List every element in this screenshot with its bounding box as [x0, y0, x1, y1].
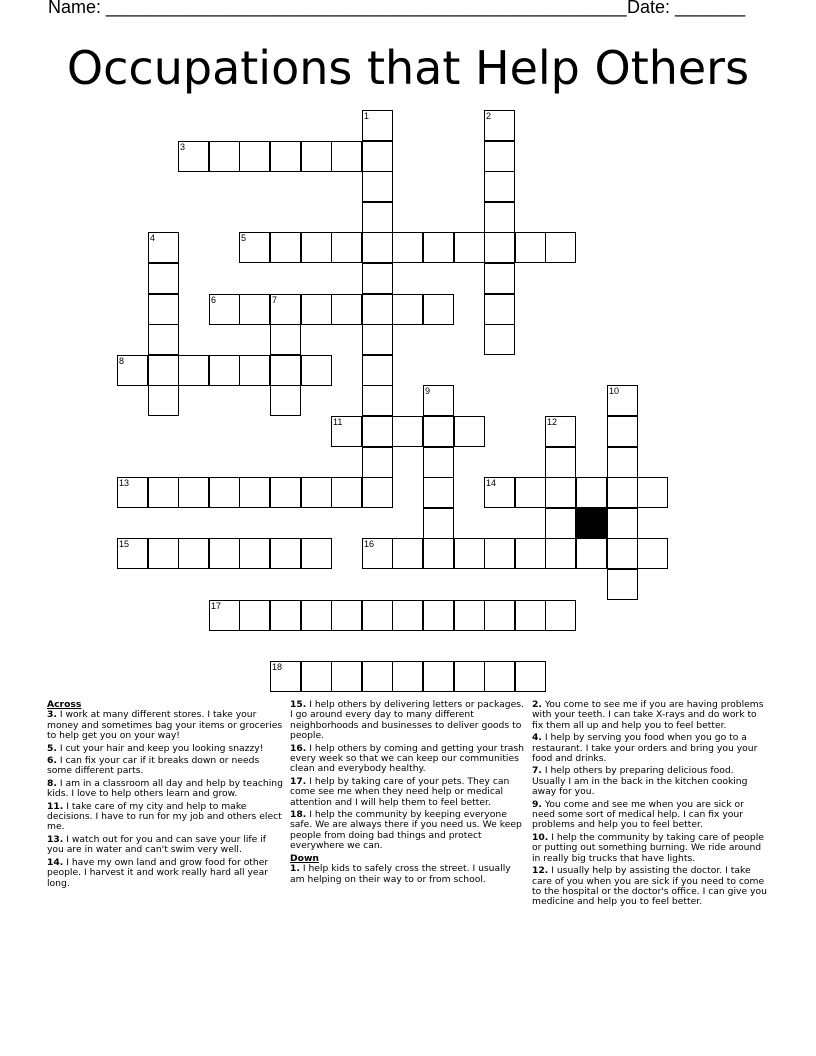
cell-number: 7 [272, 295, 278, 305]
cell-number: 8 [119, 356, 125, 366]
cell-number: 15 [119, 539, 130, 549]
cell-number: 17 [211, 601, 222, 611]
cell-number: 1 [364, 111, 370, 121]
across-clue-14 [47, 858, 283, 889]
clue-text: I help by serving you food when you go to a restaurant. I take your orders and bring you your food and drinks. [532, 732, 758, 765]
grid-cell[interactable] [362, 661, 393, 692]
grid-cell[interactable] [362, 294, 393, 325]
cell-number: 11 [333, 417, 343, 427]
grid-cell[interactable] [209, 477, 240, 508]
black-cell [576, 508, 607, 539]
cell-number: 2 [486, 111, 492, 121]
grid-cell[interactable] [515, 538, 546, 569]
clue-number: 1. [290, 863, 300, 875]
clue-number: 15. [290, 699, 307, 710]
grid-cell[interactable] [362, 324, 393, 355]
grid-cell[interactable] [148, 232, 179, 263]
grid-cell[interactable] [331, 232, 362, 263]
grid-cell[interactable] [209, 355, 240, 386]
grid-cell[interactable] [239, 477, 270, 508]
clue-text: I help kids to safely cross the street. I usually am helping on their way to or from school. [290, 863, 511, 885]
across-heading: Across [47, 699, 82, 710]
grid-cell[interactable] [423, 416, 454, 447]
grid-cell[interactable] [484, 232, 515, 263]
grid-cell[interactable] [331, 661, 362, 692]
grid-cell[interactable] [454, 416, 485, 447]
grid-cell[interactable] [117, 477, 148, 508]
grid-cell[interactable] [209, 538, 240, 569]
grid-cell[interactable] [423, 661, 454, 692]
across-clue-15 [290, 700, 526, 742]
grid-cell[interactable] [362, 110, 393, 141]
clue-text: I help others by preparing delicious food. Usually I am in the back in the kitchen cooking away for you. [532, 765, 748, 798]
grid-cell[interactable] [484, 263, 515, 294]
grid-cell[interactable] [239, 232, 270, 263]
grid-cell[interactable] [423, 447, 454, 478]
grid-cell[interactable] [301, 600, 332, 631]
grid-cell[interactable] [362, 385, 393, 416]
grid-cell[interactable] [545, 600, 576, 631]
cell-number: 10 [609, 386, 620, 396]
grid-cell[interactable] [545, 416, 576, 447]
grid-cell[interactable] [484, 110, 515, 141]
clue-number: 2. [532, 699, 542, 710]
across-clue-17 [290, 777, 526, 808]
grid-cell[interactable] [117, 538, 148, 569]
clue-column-3 [532, 700, 768, 910]
clue-number: 13. [47, 833, 64, 845]
grid-cell[interactable] [178, 477, 209, 508]
grid-cell[interactable] [148, 263, 179, 294]
grid-cell[interactable] [209, 141, 240, 172]
clue-text: I can fix your car if it breaks down or needs some different parts. [47, 755, 260, 777]
grid-cell[interactable] [301, 232, 332, 263]
cell-number: 13 [119, 478, 130, 488]
grid-cell[interactable] [331, 600, 362, 631]
worksheet-title: Occupations that Help Others [66, 41, 750, 95]
down-clue-7 [532, 766, 768, 797]
grid-cell[interactable] [301, 477, 332, 508]
grid-cell[interactable] [301, 355, 332, 386]
cell-number: 3 [180, 142, 186, 152]
grid-cell[interactable] [362, 600, 393, 631]
clue-text: I help by taking care of your pets. They can come see me when they need help or medical attention and I will help them to feel better. [290, 775, 510, 808]
grid-cell[interactable] [423, 508, 454, 539]
grid-cell[interactable] [576, 477, 607, 508]
grid-cell[interactable] [239, 600, 270, 631]
grid-cell[interactable] [545, 477, 576, 508]
cell-number: 9 [425, 386, 431, 396]
grid-cell[interactable] [607, 385, 638, 416]
clue-column-1 [47, 700, 283, 891]
grid-cell[interactable] [392, 232, 423, 263]
down-clue-2 [532, 700, 768, 731]
grid-cell[interactable] [270, 294, 301, 325]
grid-cell[interactable] [331, 477, 362, 508]
grid-cell[interactable] [331, 141, 362, 172]
grid-cell[interactable] [392, 538, 423, 569]
grid-cell[interactable] [545, 538, 576, 569]
cell-number: 14 [486, 478, 497, 488]
grid-cell[interactable] [178, 538, 209, 569]
grid-cell[interactable] [454, 661, 485, 692]
across-clue-13 [47, 835, 283, 856]
grid-cell[interactable] [484, 661, 515, 692]
clue-column-2 [290, 700, 526, 887]
cell-number: 18 [272, 662, 283, 672]
grid-cell[interactable] [270, 232, 301, 263]
clue-number: 6. [47, 755, 57, 767]
clue-text: I watch out for you and can save your life if you are in water and can't swim very well. [47, 833, 267, 856]
clue-text: I cut your hair and keep you looking snazzy! [59, 742, 264, 754]
grid-cell[interactable] [270, 355, 301, 386]
grid-cell[interactable] [607, 538, 638, 569]
grid-cell[interactable] [148, 324, 179, 355]
grid-cell[interactable] [392, 600, 423, 631]
clue-text: I work at many different stores. I take your money and sometimes bag your items or groceries to help get you on your way! [47, 709, 283, 742]
down-heading: Down [290, 852, 319, 864]
grid-cell[interactable] [484, 171, 515, 202]
grid-cell[interactable] [270, 661, 301, 692]
clue-number: 4. [532, 732, 542, 744]
down-clue-12 [532, 866, 768, 908]
grid-cell[interactable] [423, 538, 454, 569]
grid-cell[interactable] [301, 141, 332, 172]
across-clue-6 [47, 756, 283, 777]
grid-cell[interactable] [178, 141, 209, 172]
grid-cell[interactable] [209, 600, 240, 631]
date-field-label: Date: _______ [627, 0, 746, 17]
grid-cell[interactable] [362, 447, 393, 478]
clue-number: 17. [290, 775, 307, 787]
grid-cell[interactable] [148, 385, 179, 416]
name-field-label: Name: ____________________________________________________ [48, 0, 627, 17]
grid-cell[interactable] [270, 600, 301, 631]
grid-cell[interactable] [454, 538, 485, 569]
grid-cell[interactable] [362, 416, 393, 447]
grid-cell[interactable] [515, 600, 546, 631]
grid-cell[interactable] [637, 477, 668, 508]
grid-cell[interactable] [392, 416, 423, 447]
grid-cell[interactable] [484, 202, 515, 233]
grid-cell[interactable] [362, 355, 393, 386]
grid-cell[interactable] [484, 600, 515, 631]
grid-cell[interactable] [515, 661, 546, 692]
grid-cell[interactable] [362, 477, 393, 508]
clue-text: I take care of my city and help to make decisions. I have to run for my job and others elect me. [47, 800, 282, 833]
grid-cell[interactable] [270, 538, 301, 569]
grid-cell[interactable] [148, 538, 179, 569]
clue-text: I help others by coming and getting your trash every week so that we can keep our communities clean and everybody healthy. [290, 742, 524, 775]
grid-cell[interactable] [484, 141, 515, 172]
grid-cell[interactable] [362, 263, 393, 294]
clue-text: I help the community by taking care of people or putting out something burning. We ride around in really big trucks that have lights. [532, 831, 764, 864]
clue-number: 12. [532, 865, 549, 877]
grid-cell[interactable] [239, 294, 270, 325]
grid-cell[interactable] [545, 232, 576, 263]
grid-cell[interactable] [484, 477, 515, 508]
across-clue-11 [47, 802, 283, 833]
clue-text: I help others by delivering letters or packages. I go around every day to many different neighborhoods and businesses to deliver goods to people. [290, 699, 524, 742]
grid-cell[interactable] [454, 600, 485, 631]
grid-cell[interactable] [362, 232, 393, 263]
grid-cell[interactable] [392, 294, 423, 325]
grid-cell[interactable] [423, 600, 454, 631]
down-clue-9 [532, 800, 768, 831]
clue-text: I help the community by keeping everyone safe. We are always there if you need us. We keep people from doing bad things and protect everywhere we can. [290, 809, 522, 852]
grid-cell[interactable] [270, 324, 301, 355]
grid-cell[interactable] [239, 141, 270, 172]
grid-cell[interactable] [454, 232, 485, 263]
grid-cell[interactable] [301, 538, 332, 569]
grid-cell[interactable] [484, 324, 515, 355]
cell-number: 12 [547, 417, 558, 427]
grid-cell[interactable] [239, 538, 270, 569]
cell-number: 6 [211, 295, 217, 305]
across-clue-3 [47, 710, 283, 741]
grid-cell[interactable] [607, 477, 638, 508]
grid-cell[interactable] [270, 477, 301, 508]
grid-cell[interactable] [362, 141, 393, 172]
down-clue-10 [532, 833, 768, 864]
grid-cell[interactable] [178, 355, 209, 386]
grid-cell[interactable] [484, 294, 515, 325]
clue-number: 16. [290, 742, 307, 754]
grid-cell[interactable] [423, 477, 454, 508]
across-clue-5 [47, 744, 283, 754]
clue-text: You come to see me if you are having problems with your teeth. I can take X-rays and do work to fix them all up and help you to feel better. [532, 699, 764, 731]
clue-text: I have my own land and grow food for other people. I harvest it and work really hard all year long. [47, 856, 269, 889]
clue-number: 9. [532, 798, 542, 810]
clue-number: 14. [47, 856, 64, 868]
grid-cell[interactable] [117, 355, 148, 386]
grid-cell[interactable] [331, 416, 362, 447]
grid-cell[interactable] [423, 385, 454, 416]
grid-cell[interactable] [270, 385, 301, 416]
grid-cell[interactable] [362, 171, 393, 202]
grid-cell[interactable] [209, 294, 240, 325]
across-clue-8 [47, 779, 283, 800]
across-clue-16 [290, 744, 526, 775]
cell-number: 5 [241, 233, 247, 243]
cell-number: 4 [150, 233, 156, 243]
cell-number: 16 [364, 539, 375, 549]
clue-number: 8. [47, 777, 57, 789]
grid-cell[interactable] [392, 661, 423, 692]
grid-cell[interactable] [301, 294, 332, 325]
clue-number: 7. [532, 765, 542, 777]
clue-number: 18. [290, 809, 307, 821]
grid-cell[interactable] [484, 538, 515, 569]
clue-text: I usually help by assisting the doctor. I take care of you when you are sick if you need to come to the hospital or the doctor's office. I can give you medicine and help you to feel better. [532, 865, 767, 908]
down-clue-4 [532, 733, 768, 764]
clue-number: 5. [47, 742, 57, 754]
across-clue-18 [290, 810, 526, 852]
grid-cell[interactable] [148, 294, 179, 325]
grid-cell[interactable] [607, 569, 638, 600]
grid-cell[interactable] [362, 202, 393, 233]
grid-cell[interactable] [545, 508, 576, 539]
grid-cell[interactable] [331, 294, 362, 325]
grid-cell[interactable] [301, 661, 332, 692]
down-clue-1 [290, 864, 526, 885]
grid-cell[interactable] [148, 477, 179, 508]
grid-cell[interactable] [148, 355, 179, 386]
grid-cell[interactable] [607, 416, 638, 447]
grid-cell[interactable] [515, 232, 546, 263]
grid-cell[interactable] [576, 538, 607, 569]
clue-text: You come and see me when you are sick or need some sort of medical help. I can fix your problems and help you to feel better. [532, 798, 744, 831]
grid-cell[interactable] [423, 232, 454, 263]
clue-number: 3. [47, 709, 57, 721]
grid-cell[interactable] [239, 355, 270, 386]
grid-cell[interactable] [515, 477, 546, 508]
clue-text: I am in a classroom all day and help by teaching kids. I love to help others learn and grow. [47, 777, 283, 800]
clue-number: 10. [532, 831, 549, 843]
grid-cell[interactable] [270, 141, 301, 172]
grid-cell[interactable] [607, 447, 638, 478]
grid-cell[interactable] [545, 447, 576, 478]
grid-cell[interactable] [607, 508, 638, 539]
clue-number: 11. [47, 800, 64, 812]
grid-cell[interactable] [637, 538, 668, 569]
grid-cell[interactable] [362, 538, 393, 569]
grid-cell[interactable] [423, 294, 454, 325]
